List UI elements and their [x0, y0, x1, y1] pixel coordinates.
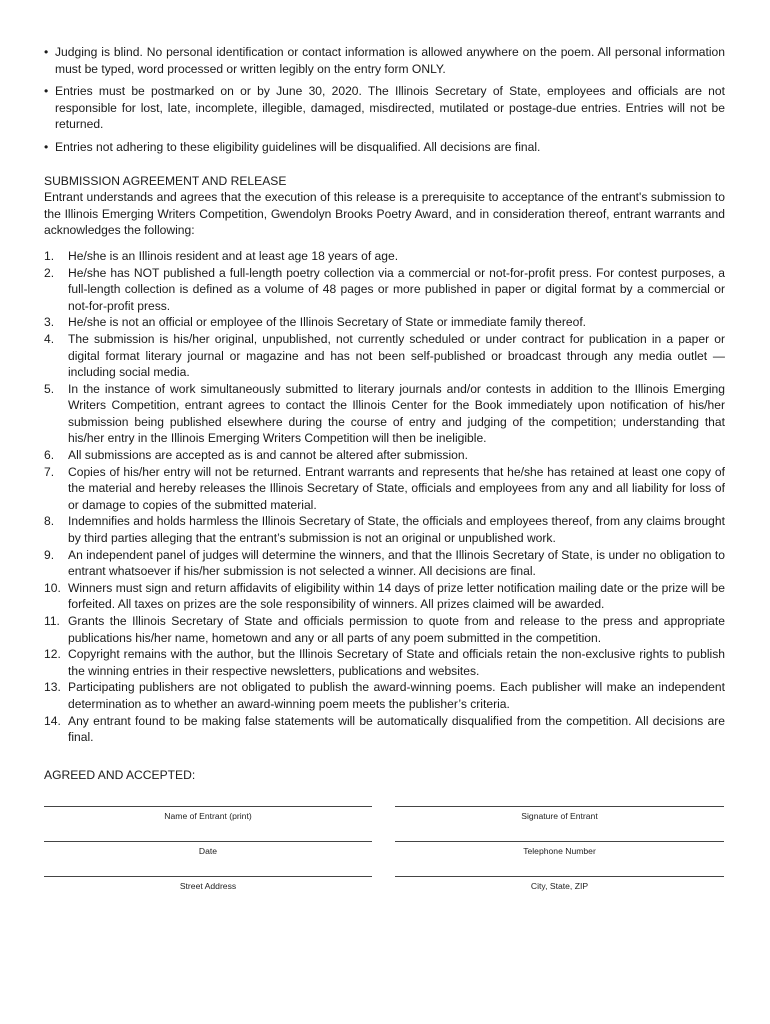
term-text: Participating publishers are not obligated to publish the award-winning poems. Each publisher will make an independent determination as to whether an award-winning poem meets the publisher’s criteria. — [68, 680, 725, 711]
city-label: City, State, ZIP — [530, 881, 589, 891]
term-number: 8. — [44, 514, 55, 529]
agreement-term-item — [44, 331, 725, 381]
agreement-term-item — [44, 713, 725, 746]
bullet-item — [44, 44, 725, 77]
signature-field[interactable] — [395, 806, 724, 821]
signature-line — [395, 806, 724, 807]
term-number: 2. — [44, 265, 55, 280]
agreement-term-item — [44, 464, 725, 514]
agreement-term-item — [44, 580, 725, 613]
term-text: Any entrant found to be making false statements will be automatically disqualified from the competition. All decisions are final. — [68, 713, 725, 745]
signature-row-1 — [44, 806, 725, 826]
signature-row-2 — [44, 841, 725, 861]
eligibility-bullets — [44, 44, 725, 156]
term-number: 11. — [44, 614, 60, 628]
agreement-term-item — [44, 679, 725, 712]
term-number: 3. — [44, 315, 55, 330]
agreement-term-item — [44, 547, 725, 580]
street-line — [44, 876, 372, 877]
term-text: An independent panel of judges will determine the winners, and that the Illinois Secretary of State, is under no obligation to entrant whatsoever if his/her submission is not selected a winner. All decisions are final. — [68, 547, 725, 579]
term-text: Winners must sign and return affidavits of eligibility within 14 days of prize letter notification mailing date or the prize will be forfeited. All taxes on prizes are the sole responsibility of winners. All prizes claimed will be awarded. — [68, 580, 725, 612]
term-text: He/she is an Illinois resident and at least age 18 years of age. — [68, 248, 399, 263]
bullet-glyph: • — [44, 45, 49, 59]
bullet-text: Judging is blind. No personal identification or contact information is allowed anywhere on the poem. All personal information must be typed, word processed or written legibly on the entry form ONLY. — [55, 45, 725, 76]
name-label: Name of Entrant (print) — [164, 811, 252, 821]
signature-row-3 — [44, 876, 725, 896]
bullet-item — [44, 139, 725, 156]
term-text: Copyright remains with the author, but the Illinois Secretary of State and officials retain the non-exclusive rights to publish the winning entries in their respective newsletters, publications and websites. — [68, 647, 725, 678]
term-text: All submissions are accepted as is and cannot be altered after submission. — [68, 448, 468, 463]
date-line — [44, 841, 372, 842]
term-text: Copies of his/her entry will not be returned. Entrant warrants and represents that he/she has retained at least one copy of the material and hereby releases the Illinois Secretary of State, officials and employees from any and all liability for loss of or damage to copies of the submitted material. — [68, 464, 725, 512]
signature-label: Signature of Entrant — [521, 811, 598, 821]
agreement-term-item — [44, 314, 725, 331]
term-number: 7. — [44, 464, 55, 479]
date-field[interactable] — [44, 841, 372, 856]
term-number: 4. — [44, 331, 55, 346]
agreement-term-item — [44, 646, 725, 679]
city-line — [395, 876, 724, 877]
agreement-term-item — [44, 248, 725, 265]
bullet-glyph: • — [44, 139, 49, 154]
agreement-term-item — [44, 265, 725, 315]
bullet-text: Entries not adhering to these eligibility guidelines will be disqualified. All decisions are final. — [55, 139, 541, 154]
name-field[interactable] — [44, 806, 372, 821]
agreed-accepted-heading: AGREED AND ACCEPTED: — [44, 767, 196, 782]
bullet-glyph: • — [44, 84, 49, 99]
agreement-terms-list — [44, 248, 725, 746]
bullet-text: Entries must be postmarked on or by June 30, 2020. The Illinois Secretary of State, employees and officials are not responsible for lost, late, incomplete, illegible, damaged, misdirected, mutilated or postage-due entries. Entries will not be returned. — [55, 84, 725, 132]
street-label: Street Address — [179, 881, 237, 891]
agreement-term-item — [44, 447, 725, 464]
term-number: 13. — [44, 680, 61, 695]
agreement-term-item — [44, 613, 725, 646]
date-label: Date — [198, 846, 218, 856]
phone-line — [395, 841, 724, 842]
term-number: 10. — [44, 580, 61, 595]
term-number: 5. — [44, 381, 55, 396]
term-number: 1. — [44, 248, 55, 263]
document-body — [44, 44, 725, 783]
term-number: 14. — [44, 713, 61, 728]
name-line — [44, 806, 372, 807]
term-number: 9. — [44, 547, 55, 562]
bullet-item — [44, 83, 725, 133]
term-text: He/she has NOT published a full-length poetry collection via a commercial or not-for-profit press. For contest purposes, a full-length collection is defined as a volume of 48 pages or more published in paper or digital format by a commercial or not-for-profit press. — [68, 265, 725, 313]
term-number: 6. — [44, 448, 55, 463]
agreement-term-item — [44, 513, 725, 546]
agreement-title: SUBMISSION AGREEMENT AND RELEASE — [44, 173, 287, 188]
city-state-zip-field[interactable] — [395, 876, 724, 891]
street-field[interactable] — [44, 876, 372, 891]
term-text: Grants the Illinois Secretary of State and officials permission to quote from and release to the press and appropriate publications his/her name, hometown and any or all parts of any poem submitted in the competition. — [68, 614, 725, 645]
term-number: 12. — [44, 647, 61, 662]
agreement-intro: Entrant understands and agrees that the execution of this release is a prerequisite to acceptance of the entrant's submission to the Illinois Emerging Writers Competition, Gwendolyn Brooks Poetry Award, and in consideration thereof, entrant warrants and acknowledges the following: — [44, 190, 725, 238]
phone-field[interactable] — [395, 841, 724, 856]
term-text: The submission is his/her original, unpublished, not currently scheduled or under contract for publication in a paper or digital format literary journal or magazine and has not been self-published or broadcast through any media outlet — including social media. — [68, 331, 725, 380]
phone-label: Telephone Number — [523, 846, 596, 856]
agreement-term-item — [44, 381, 725, 447]
term-text: In the instance of work simultaneously submitted to literary journals and/or contests in addition to the Illinois Emerging Writers Competition, entrant agrees to contact the Illinois Center for the Book immediately upon notification of his/her submission being published elsewhere during the course of entry and judging of the competition; understanding that his/her entry in the Illinois Emerging Writers Competition will then be ineligible. — [68, 381, 725, 446]
term-text: Indemnifies and holds harmless the Illinois Secretary of State, the officials and employees thereof, from any claims brought by third parties alleging that the entrant’s submission is not an original or unpublished work. — [68, 514, 725, 546]
term-text: He/she is not an official or employee of the Illinois Secretary of State or immediate family thereof. — [68, 315, 587, 330]
